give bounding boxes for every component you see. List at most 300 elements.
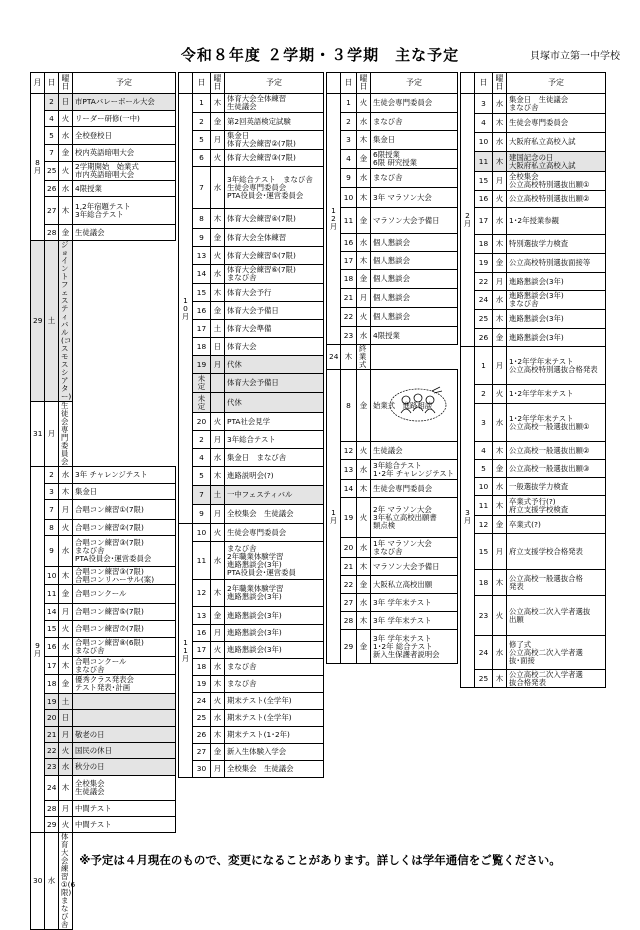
day-cell: 11: [475, 152, 493, 172]
weekday-cell: 日: [59, 710, 73, 727]
day-cell: 8: [341, 370, 357, 442]
table-row: [31, 225, 176, 241]
table-row: [327, 630, 458, 664]
event-cell: 生徒会専門委員会: [225, 524, 324, 542]
day-cell: 26: [193, 727, 211, 744]
event-cell: 府立支援学校合格発表: [507, 534, 606, 570]
event-cell: 体育大会予行: [225, 284, 324, 302]
weekday-cell: 木: [357, 188, 371, 208]
day-cell: 4: [475, 114, 493, 133]
table-row: [327, 612, 458, 630]
day-cell: 17: [475, 208, 493, 235]
event-cell: まなび舎: [225, 659, 324, 676]
event-cell: 全校集会 公立高校特別選抜出願①: [507, 172, 606, 191]
weekday-cell: 月: [493, 172, 507, 191]
table-row: [179, 209, 324, 229]
event-cell: 公立高校二次入学者選抜 出願: [507, 596, 606, 636]
weekday-cell: 木: [493, 152, 507, 172]
weekday-cell: 金: [493, 460, 507, 478]
weekday-cell: 木: [59, 484, 73, 500]
day-cell: 14: [341, 480, 357, 498]
day-cell: 24: [475, 291, 493, 310]
event-cell: 校内英語暗唱大会: [73, 145, 176, 162]
table-row: [179, 524, 324, 542]
event-cell: 公立高校一般選抜出願②: [507, 442, 606, 460]
day-cell: 19: [45, 694, 59, 710]
event-cell: 合唱コン練習③(7限) まなび舎 PTA役員会･運営委員会: [73, 536, 176, 567]
day-cell: 31: [31, 402, 45, 467]
weekday-cell: 月: [211, 431, 225, 449]
weekday-cell: 水: [211, 449, 225, 467]
event-cell: 体育大会: [225, 338, 324, 356]
weekday-cell: 木: [357, 480, 371, 498]
table-row: [327, 327, 458, 345]
weekday-cell: 木: [211, 727, 225, 744]
page-title: 令和８年度 ２学期・３学期 主な予定: [180, 46, 460, 64]
table-row: [327, 234, 458, 252]
event-cell: 公立高校特別選抜面接等: [507, 254, 606, 273]
day-cell: 15: [193, 284, 211, 302]
day-cell: 21: [341, 289, 357, 308]
event-cell: 個人懇談会: [371, 252, 458, 270]
day-cell: 3: [45, 484, 59, 500]
header-day: 日: [341, 73, 357, 94]
table-row: [461, 442, 606, 460]
table-row: [179, 113, 324, 131]
day-cell: 2: [341, 113, 357, 131]
day-cell: 3: [475, 404, 493, 442]
event-cell: 集金日 体育大会練習②(7限): [225, 131, 324, 150]
day-cell: 25: [475, 310, 493, 329]
weekday-cell: 火: [211, 642, 225, 659]
event-cell: 合唱コンクール まなび舎: [73, 657, 176, 675]
event-cell: 2学期開始 始業式 市内英語暗唱大会: [73, 162, 176, 181]
table-row: [327, 498, 458, 538]
day-cell: 4: [45, 111, 59, 127]
event-cell: 集金日: [73, 484, 176, 500]
weekday-cell: 木: [357, 612, 371, 630]
table-row: [31, 675, 176, 694]
day-cell: 22: [341, 308, 357, 327]
table-row: [31, 694, 176, 710]
event-cell: 集金日 生徒議会 まなび舎: [507, 94, 606, 114]
day-cell: 5: [193, 467, 211, 486]
event-cell: 体育大会予備日: [225, 374, 324, 393]
class-illustration-icon: [388, 383, 448, 423]
weekday-cell: 水: [493, 478, 507, 496]
weekday-cell: 金: [493, 329, 507, 347]
day-cell: 29: [31, 241, 45, 402]
event-cell: 体育大会練習⑤(7限): [225, 247, 324, 265]
weekday-cell: 木: [493, 310, 507, 329]
weekday-cell: 火: [211, 693, 225, 710]
month-cell: 1 月: [327, 370, 341, 664]
event-cell: 秋分の日: [73, 759, 176, 776]
table-row: [31, 567, 176, 585]
table-row: [179, 356, 324, 374]
weekday-cell: 月: [357, 289, 371, 308]
weekday-cell: 水: [211, 265, 225, 284]
table-row: [31, 181, 176, 197]
table-row: [31, 604, 176, 621]
table-row: [31, 776, 176, 801]
day-cell: 18: [193, 659, 211, 676]
event-cell: 進路懇談会(3年): [225, 607, 324, 625]
event-cell: 生徒会専門委員会: [59, 402, 73, 467]
event-cell: 個人懇談会: [371, 308, 458, 327]
day-cell: 1: [341, 94, 357, 113]
table-row: [179, 744, 324, 761]
table-row: [179, 302, 324, 320]
month-cell: 9 月: [31, 467, 45, 833]
day-cell: 13: [341, 460, 357, 480]
weekday-cell: 月: [211, 356, 225, 374]
day-cell: 7: [45, 500, 59, 520]
weekday-cell: 木: [493, 442, 507, 460]
table-row: [327, 169, 458, 188]
weekday-cell: 土: [211, 320, 225, 338]
weekday-cell: 水: [59, 127, 73, 145]
table-row: [327, 252, 458, 270]
event-cell: 合唱コンクール: [73, 585, 176, 604]
table-row: [461, 133, 606, 152]
event-cell: 市PTAバレーボール大会: [73, 94, 176, 111]
table-row: [179, 607, 324, 625]
table-header: [31, 73, 176, 94]
month-cell: 2 月: [461, 94, 475, 347]
weekday-cell: 火: [357, 498, 371, 538]
event-cell: 優秀クラス発表会 テスト発表･計画: [73, 675, 176, 694]
day-cell: 23: [45, 759, 59, 776]
day-cell: 4: [193, 449, 211, 467]
day-cell: 7: [193, 167, 211, 209]
table-header: [461, 73, 606, 94]
table-row: [461, 172, 606, 191]
day-cell: 28: [341, 612, 357, 630]
table-row: [179, 265, 324, 284]
day-cell: 20: [45, 710, 59, 727]
event-cell: リーダー研修(一中): [73, 111, 176, 127]
weekday-cell: 水: [493, 636, 507, 670]
day-cell: 10: [193, 524, 211, 542]
day-cell: 10: [475, 478, 493, 496]
day-cell: 12: [475, 516, 493, 534]
weekday-cell: 水: [211, 167, 225, 209]
day-cell: 10: [45, 567, 59, 585]
table-row: [179, 542, 324, 580]
day-cell: 9: [193, 505, 211, 524]
day-cell: 17: [341, 252, 357, 270]
event-cell: 3年総合テスト まなび舎 生徒会専門委員会 PTA役員会･運営委員会: [225, 167, 324, 209]
weekday-cell: 水: [357, 594, 371, 612]
day-cell: 30: [31, 833, 45, 930]
day-cell: 26: [45, 181, 59, 197]
event-cell: 1年 マラソン大会 まなび舎: [371, 538, 458, 558]
table-row: [327, 308, 458, 327]
table-row: [327, 94, 458, 113]
day-cell: 6: [193, 150, 211, 167]
day-cell: 2: [45, 94, 59, 111]
weekday-cell: 金: [493, 254, 507, 273]
event-cell: 始業式 進路相談: [371, 370, 458, 442]
header-day: 日: [475, 73, 493, 94]
event-cell: 体育大会練習④(7限): [225, 209, 324, 229]
month-cell: 8 月: [31, 94, 45, 241]
day-cell: 16: [341, 234, 357, 252]
event-cell: 中間テスト: [73, 817, 176, 833]
table-row: [31, 241, 176, 402]
month-cell: 1 2 月: [327, 94, 341, 345]
event-cell: 合唱コン練習①(7限): [73, 500, 176, 520]
event-cell: 生徒会専門委員会: [507, 114, 606, 133]
header-weekday: 曜 日: [357, 73, 371, 94]
table-row: [179, 150, 324, 167]
weekday-cell: 火: [493, 385, 507, 404]
weekday-cell: 水: [59, 467, 73, 484]
schedule-table-2: [178, 72, 324, 778]
event-cell: 特別選抜学力検査: [507, 235, 606, 254]
table-row: [461, 208, 606, 235]
weekday-cell: 水: [357, 169, 371, 188]
event-cell: 生徒議会: [73, 225, 176, 241]
day-cell: 15: [475, 534, 493, 570]
table-row: [179, 229, 324, 247]
table-row: [327, 113, 458, 131]
event-cell: PTA社会見学: [225, 413, 324, 431]
day-cell: 24: [327, 345, 341, 370]
weekday-cell: 金: [357, 370, 371, 442]
weekday-cell: 火: [59, 817, 73, 833]
event-cell: 3年 マラソン大会: [371, 188, 458, 208]
weekday-cell: 金: [357, 150, 371, 169]
table-row: [179, 693, 324, 710]
weekday-cell: [211, 374, 225, 393]
event-cell: 卒業式予行(?) 府立支援学校検査: [507, 496, 606, 516]
weekday-cell: 水: [211, 659, 225, 676]
table-row: [31, 833, 176, 930]
table-row: [327, 345, 458, 370]
event-cell: まなび舎 2年職業体験学習 進路懇談会(3年) PTA役員会･運営委員: [225, 542, 324, 580]
day-cell: 22: [45, 743, 59, 759]
day-cell: 24: [475, 636, 493, 670]
weekday-cell: 月: [59, 604, 73, 621]
weekday-cell: 火: [59, 162, 73, 181]
table-row: [31, 727, 176, 743]
event-cell: 進路懇談会(3年): [507, 273, 606, 291]
day-cell: 2: [193, 431, 211, 449]
weekday-cell: 水: [59, 638, 73, 657]
event-cell: 体育大会練習⑥(7限) まなび舎: [225, 265, 324, 284]
day-cell: 17: [193, 642, 211, 659]
weekday-cell: 月: [59, 801, 73, 817]
event-cell: 新入生体験入学会: [225, 744, 324, 761]
weekday-cell: 木: [211, 580, 225, 607]
header-weekday: 曜 日: [59, 73, 73, 94]
event-cell: マラソン大会予備日: [371, 208, 458, 234]
event-cell: 進路説明会(?): [225, 467, 324, 486]
schedule-table-3: [326, 72, 458, 664]
header-event: 予定: [507, 73, 606, 94]
weekday-cell: 土: [45, 241, 59, 402]
table-row: [179, 131, 324, 150]
weekday-cell: 水: [211, 710, 225, 727]
day-cell: 18: [475, 570, 493, 596]
event-cell: 進路懇談会(3年) まなび舎: [507, 291, 606, 310]
day-cell: 19: [341, 498, 357, 538]
day-cell: 14: [193, 265, 211, 284]
day-cell: 21: [45, 727, 59, 743]
event-cell: 合唱コン練習⑦(7限): [73, 621, 176, 638]
event-cell: 合唱コン練習⑧(6限) まなび舎: [73, 638, 176, 657]
weekday-cell: 金: [357, 270, 371, 289]
table-row: [179, 505, 324, 524]
weekday-cell: 木: [341, 345, 357, 370]
table-row: [461, 310, 606, 329]
event-cell: 期末テスト(全学年): [225, 710, 324, 727]
table-row: [461, 496, 606, 516]
event-cell: 進路懇談会(3年): [507, 310, 606, 329]
table-row: [327, 442, 458, 460]
day-cell: 22: [475, 273, 493, 291]
day-cell: 20: [193, 413, 211, 431]
day-cell: 24: [193, 693, 211, 710]
day-cell: 2: [45, 467, 59, 484]
day-cell: 5: [45, 127, 59, 145]
event-cell: 個人懇談会: [371, 270, 458, 289]
weekday-cell: 木: [211, 467, 225, 486]
event-cell: まなび舎: [371, 113, 458, 131]
weekday-cell: 木: [357, 558, 371, 576]
table-row: [179, 167, 324, 209]
weekday-cell: 金: [59, 145, 73, 162]
day-cell: 19: [475, 254, 493, 273]
table-row: [461, 254, 606, 273]
day-cell: 18: [341, 270, 357, 289]
event-cell: 3年総合テスト 1･2年 チャレンジテスト: [371, 460, 458, 480]
day-cell: 12: [193, 580, 211, 607]
event-cell: 全校集会 生徒議会: [73, 776, 176, 801]
table-row: [31, 657, 176, 675]
event-cell: ジョイントフェスティバル (コスモスシアター): [59, 241, 73, 402]
event-cell: 1･2年学年末テスト 公立高校特別選抜合格発表: [507, 347, 606, 385]
event-cell: 体育大会練習①(6限) まなび舎: [59, 833, 73, 930]
event-cell: 第2回英語検定試験: [225, 113, 324, 131]
table-row: [179, 676, 324, 693]
day-cell: 16: [193, 302, 211, 320]
table-row: [31, 743, 176, 759]
table-row: [179, 625, 324, 642]
table-row: [31, 638, 176, 657]
day-cell: 30: [193, 761, 211, 778]
weekday-cell: 金: [211, 113, 225, 131]
event-cell: 集金日: [371, 131, 458, 150]
day-cell: 8: [45, 520, 59, 536]
day-cell: 23: [475, 596, 493, 636]
event-cell: 1･2年授業参観: [507, 208, 606, 235]
table-row: [179, 642, 324, 659]
weekday-cell: 水: [493, 133, 507, 152]
day-cell: 27: [193, 744, 211, 761]
day-cell: 21: [341, 558, 357, 576]
weekday-cell: 金: [493, 516, 507, 534]
weekday-cell: 火: [211, 413, 225, 431]
event-cell: 2年 マラソン大会 3年私立高校出願書 類点検: [371, 498, 458, 538]
event-cell: 4限授業: [371, 327, 458, 345]
weekday-cell: 火: [357, 94, 371, 113]
weekday-cell: 木: [493, 114, 507, 133]
day-cell: 18: [193, 338, 211, 356]
event-cell: マラソン大会予備日: [371, 558, 458, 576]
day-cell: 5: [475, 460, 493, 478]
table-row: [31, 111, 176, 127]
weekday-cell: 金: [211, 229, 225, 247]
weekday-cell: 月: [59, 500, 73, 520]
day-cell: 18: [475, 235, 493, 254]
event-cell: 2年職業体験学習 進路懇談会(3年): [225, 580, 324, 607]
header-event: 予定: [225, 73, 324, 94]
event-cell: 3年 チャレンジテスト: [73, 467, 176, 484]
table-row: [461, 235, 606, 254]
day-cell: 28: [45, 801, 59, 817]
header-event: 予定: [371, 73, 458, 94]
weekday-cell: 水: [493, 404, 507, 442]
weekday-cell: 日: [59, 94, 73, 111]
table-row: [31, 585, 176, 604]
table-row: [327, 576, 458, 594]
weekday-cell: 水: [45, 833, 59, 930]
table-row: [31, 162, 176, 181]
month-cell: 1 0 月: [179, 94, 193, 524]
day-cell: 29: [341, 630, 357, 664]
weekday-cell: 木: [493, 496, 507, 516]
event-cell: 敬老の日: [73, 727, 176, 743]
event-cell: 合唱コン練習②(7限): [73, 520, 176, 536]
table-row: [179, 580, 324, 607]
table-row: [461, 404, 606, 442]
day-cell: 27: [341, 594, 357, 612]
day-cell: 5: [193, 131, 211, 150]
header-weekday: 曜 日: [493, 73, 507, 94]
day-cell: 11: [45, 585, 59, 604]
table-row: [31, 817, 176, 833]
day-cell: 17: [45, 657, 59, 675]
month-cell: 3 月: [461, 347, 475, 688]
day-cell: 12: [341, 442, 357, 460]
table-row: [327, 208, 458, 234]
day-cell: 10: [341, 188, 357, 208]
weekday-cell: 水: [59, 536, 73, 567]
weekday-cell: [211, 393, 225, 413]
day-cell: 27: [45, 197, 59, 225]
header-day: 日: [45, 73, 59, 94]
table-row: [461, 347, 606, 385]
day-cell: 13: [193, 247, 211, 265]
table-row: [461, 534, 606, 570]
event-cell: 公立高校特別選抜出願②: [507, 191, 606, 208]
event-cell: 生徒会専門委員会: [371, 480, 458, 498]
event-cell: 全校登校日: [73, 127, 176, 145]
table-row: [179, 284, 324, 302]
day-cell: 4: [475, 442, 493, 460]
table-row: [179, 247, 324, 265]
table-row: [179, 393, 324, 413]
weekday-cell: 月: [211, 505, 225, 524]
day-cell: 2: [193, 113, 211, 131]
event-cell: 全校集会 生徒議会: [225, 505, 324, 524]
event-cell: 3年総合テスト: [225, 431, 324, 449]
event-cell: 代休: [225, 356, 324, 374]
table-row: [461, 670, 606, 688]
